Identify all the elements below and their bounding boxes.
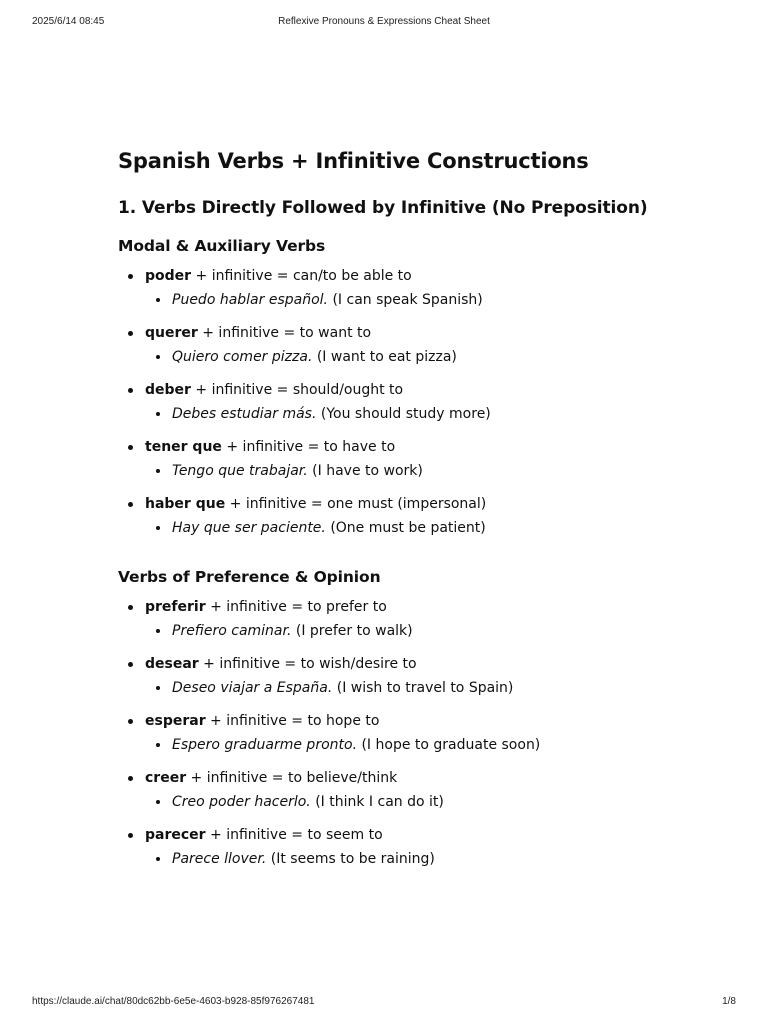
- print-document-title: Reflexive Pronouns & Expressions Cheat Sheet: [278, 16, 490, 27]
- example-translation: (I can speak Spanish): [328, 292, 483, 308]
- example-sentence: [145, 288, 678, 312]
- verb-item: [118, 378, 678, 426]
- example-list: [145, 619, 678, 643]
- example-translation: (You should study more): [316, 406, 491, 422]
- verb-item: [118, 595, 678, 643]
- verb-meaning: + infinitive = to want to: [197, 325, 372, 341]
- example-spanish: Debes estudiar más.: [172, 406, 317, 422]
- verb-definition: [145, 435, 678, 459]
- group-heading-preference: Verbs of Preference & Opinion: [118, 568, 381, 586]
- example-spanish: Prefiero caminar.: [172, 623, 292, 639]
- example-list: [145, 288, 678, 312]
- document-content: [118, 146, 678, 880]
- verb-item: [118, 321, 678, 369]
- print-header: [32, 16, 736, 30]
- example-spanish: Deseo viajar a España.: [172, 680, 333, 696]
- example-sentence: [145, 733, 678, 757]
- verb-item: [118, 766, 678, 814]
- verb-name: preferir: [145, 599, 206, 615]
- verb-meaning: + infinitive = one must (impersonal): [225, 496, 487, 512]
- example-list: [145, 676, 678, 700]
- section-spacer: [118, 549, 678, 565]
- verb-definition: [145, 652, 678, 676]
- verb-item: [118, 652, 678, 700]
- example-sentence: [145, 790, 678, 814]
- example-list: [145, 345, 678, 369]
- section-heading-1: 1. Verbs Directly Followed by Infinitive (No Preposition): [118, 198, 648, 218]
- verb-meaning: + infinitive = to seem to: [205, 827, 383, 843]
- example-translation: (I think I can do it): [310, 794, 444, 810]
- verb-list-preference: [118, 595, 678, 871]
- verb-definition: [145, 823, 678, 847]
- verb-name: esperar: [145, 713, 206, 729]
- verb-definition: [145, 492, 678, 516]
- example-translation: (One must be patient): [325, 520, 486, 536]
- verb-meaning: + infinitive = to believe/think: [186, 770, 398, 786]
- page-title: Spanish Verbs + Infinitive Constructions: [118, 149, 589, 173]
- verb-meaning: + infinitive = to prefer to: [205, 599, 387, 615]
- example-spanish: Quiero comer pizza.: [172, 349, 313, 365]
- verb-name: creer: [145, 770, 187, 786]
- verb-meaning: + infinitive = to hope to: [205, 713, 380, 729]
- example-translation: (I hope to graduate soon): [357, 737, 541, 753]
- example-spanish: Parece llover.: [172, 851, 267, 867]
- verb-name: deber: [145, 382, 191, 398]
- print-footer: [32, 996, 736, 1010]
- verb-definition: [145, 378, 678, 402]
- example-list: [145, 733, 678, 757]
- example-translation: (I wish to travel to Spain): [332, 680, 514, 696]
- verb-item: [118, 264, 678, 312]
- verb-name: poder: [145, 268, 192, 284]
- example-sentence: [145, 345, 678, 369]
- example-spanish: Creo poder hacerlo.: [172, 794, 311, 810]
- example-translation: (I have to work): [307, 463, 423, 479]
- verb-meaning: + infinitive = to have to: [221, 439, 396, 455]
- example-spanish: Puedo hablar español.: [172, 292, 328, 308]
- verb-name: haber que: [145, 496, 226, 512]
- verb-name: parecer: [145, 827, 206, 843]
- example-list: [145, 790, 678, 814]
- verb-name: desear: [145, 656, 199, 672]
- verb-definition: [145, 321, 678, 345]
- verb-meaning: + infinitive = should/ought to: [190, 382, 404, 398]
- example-list: [145, 459, 678, 483]
- example-spanish: Hay que ser paciente.: [172, 520, 326, 536]
- verb-item: [118, 709, 678, 757]
- print-datetime: 2025/6/14 08:45: [32, 16, 105, 27]
- verb-item: [118, 435, 678, 483]
- verb-item: [118, 823, 678, 871]
- example-sentence: [145, 847, 678, 871]
- verb-meaning: + infinitive = can/to be able to: [191, 268, 412, 284]
- example-sentence: [145, 516, 678, 540]
- example-list: [145, 402, 678, 426]
- example-sentence: [145, 459, 678, 483]
- verb-definition: [145, 709, 678, 733]
- verb-meaning: + infinitive = to wish/desire to: [198, 656, 417, 672]
- page-number: 1/8: [722, 996, 736, 1007]
- example-list: [145, 516, 678, 540]
- verb-definition: [145, 766, 678, 790]
- example-spanish: Tengo que trabajar.: [172, 463, 308, 479]
- verb-name: tener que: [145, 439, 222, 455]
- page-url: https://claude.ai/chat/80dc62bb-6e5e-4603-b928-85f976267481: [32, 996, 315, 1007]
- verb-name: querer: [145, 325, 198, 341]
- example-sentence: [145, 676, 678, 700]
- verb-definition: [145, 595, 678, 619]
- example-translation: (I want to eat pizza): [312, 349, 457, 365]
- verb-item: [118, 492, 678, 540]
- example-translation: (It seems to be raining): [266, 851, 435, 867]
- group-heading-modal: Modal & Auxiliary Verbs: [118, 237, 326, 255]
- example-sentence: [145, 402, 678, 426]
- example-sentence: [145, 619, 678, 643]
- example-translation: (I prefer to walk): [291, 623, 413, 639]
- verb-definition: [145, 264, 678, 288]
- verb-list-modal: [118, 264, 678, 540]
- example-list: [145, 847, 678, 871]
- example-spanish: Espero graduarme pronto.: [172, 737, 358, 753]
